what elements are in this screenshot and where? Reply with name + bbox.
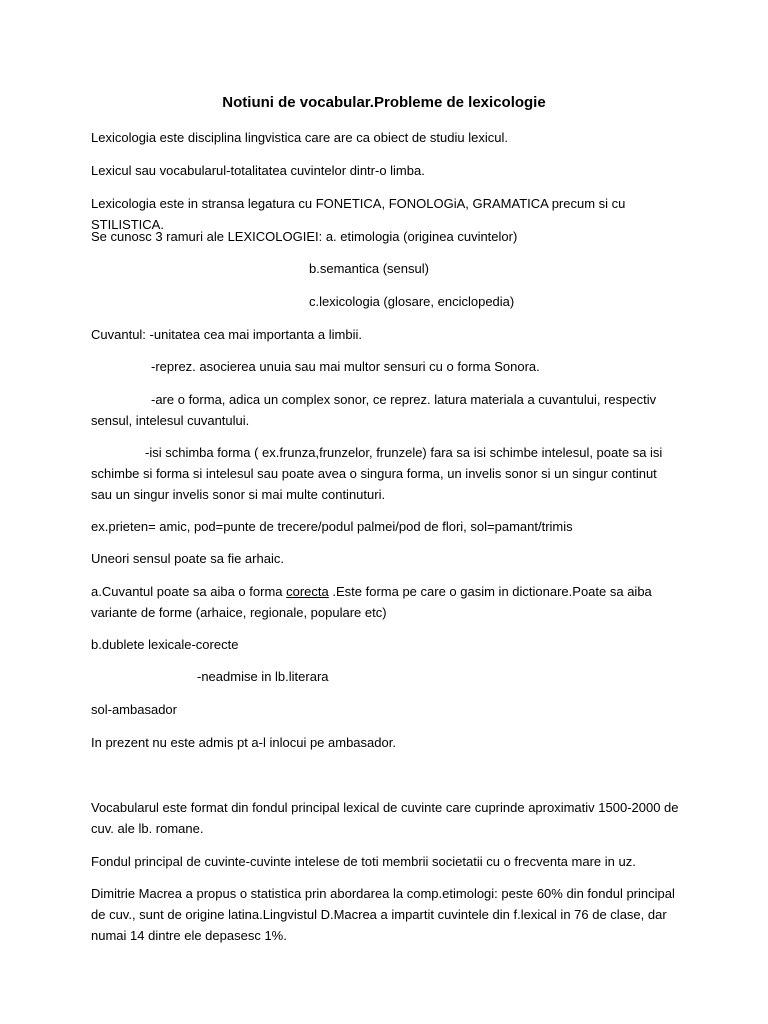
- paragraph-forma: -are o forma, adica un complex sonor, ce reprez. latura materiala a cuvantului, respectiv sensul, intelesul cuvantului.: [91, 392, 657, 428]
- paragraph-dublete: b.dublete lexicale-corecte: [91, 637, 239, 652]
- paragraph-in-prezent: In prezent nu este admis pt a-l inlocui pe ambasador.: [91, 735, 396, 750]
- paragraph-ramuri: Se cunosc 3 ramuri ale LEXICOLOGIEI: a. etimologia (originea cuvintelor): [91, 229, 518, 244]
- paragraph-reprez: -reprez. asocierea unuia sau mai multor sensuri cu o forma Sonora.: [151, 359, 540, 374]
- paragraph-exemple: ex.prieten= amic, pod=punte de trecere/podul palmei/pod de flori, sol=pamant/trimis: [91, 519, 573, 534]
- paragraph-fondul-principal: Fondul principal de cuvinte-cuvinte intelese de toti membrii societatii cu o frecventa mare in uz.: [91, 854, 636, 869]
- paragraph-legatura: Lexicologia este in stransa legatura cu FONETICA, FONOLOGiA, GRAMATICA precum si cu STILISTICA.: [91, 196, 626, 232]
- paragraph-cuvantul: Cuvantul: -unitatea cea mai importanta a limbii.: [91, 327, 362, 342]
- list-item-semantica: b.semantica (sensul): [309, 261, 429, 276]
- paragraph-macrea: Dimitrie Macrea a propus o statistica prin abordarea la comp.etimologi: peste 60% din fondul principal de cuv., sunt de origine latina.Lingvistul D.Macrea a impartit cuvintele din f.lexical in 76 de clase, dar numai 14 dintre ele depasesc 1%.: [91, 886, 675, 943]
- list-item-neadmise: -neadmise in lb.literara: [197, 669, 329, 684]
- text-fragment: a.Cuvantul poate sa aiba o forma: [91, 584, 287, 599]
- text-fragment: .Este forma pe care o gasim in dictionare.Poate sa aiba variante de forme (arhaice, regionale, populare etc): [91, 584, 652, 620]
- underlined-word: corecta: [286, 584, 329, 599]
- paragraph-sol-ambasador: sol-ambasador: [91, 702, 177, 717]
- page-title: Notiuni de vocabular.Probleme de lexicologie: [222, 94, 546, 111]
- paragraph-arhaic: Uneori sensul poate sa fie arhaic.: [91, 551, 284, 566]
- paragraph-vocabularul: Vocabularul este format din fondul principal lexical de cuvinte care cuprinde aproximativ 1500-2000 de cuv. ale lb. romane.: [91, 800, 679, 836]
- paragraph-schimba-forma: -isi schimba forma ( ex.frunza,frunzelor, frunzele) fara sa isi schimbe intelesul, poate sa isi schimbe si forma si intelesul sau poate avea o singura forma, un invelis sonor si un singur continut sau un singur invelis sonor si mai multe continuturi.: [91, 445, 663, 502]
- paragraph-definition-lexicologie: Lexicologia este disciplina lingvistica care are ca obiect de studiu lexicul.: [91, 130, 508, 145]
- paragraph-definition-lexic: Lexicul sau vocabularul-totalitatea cuvintelor dintr-o limba.: [91, 163, 425, 178]
- list-item-lexicologia: c.lexicologia (glosare, enciclopedia): [309, 294, 515, 309]
- paragraph-forma-corecta: [91, 581, 683, 623]
